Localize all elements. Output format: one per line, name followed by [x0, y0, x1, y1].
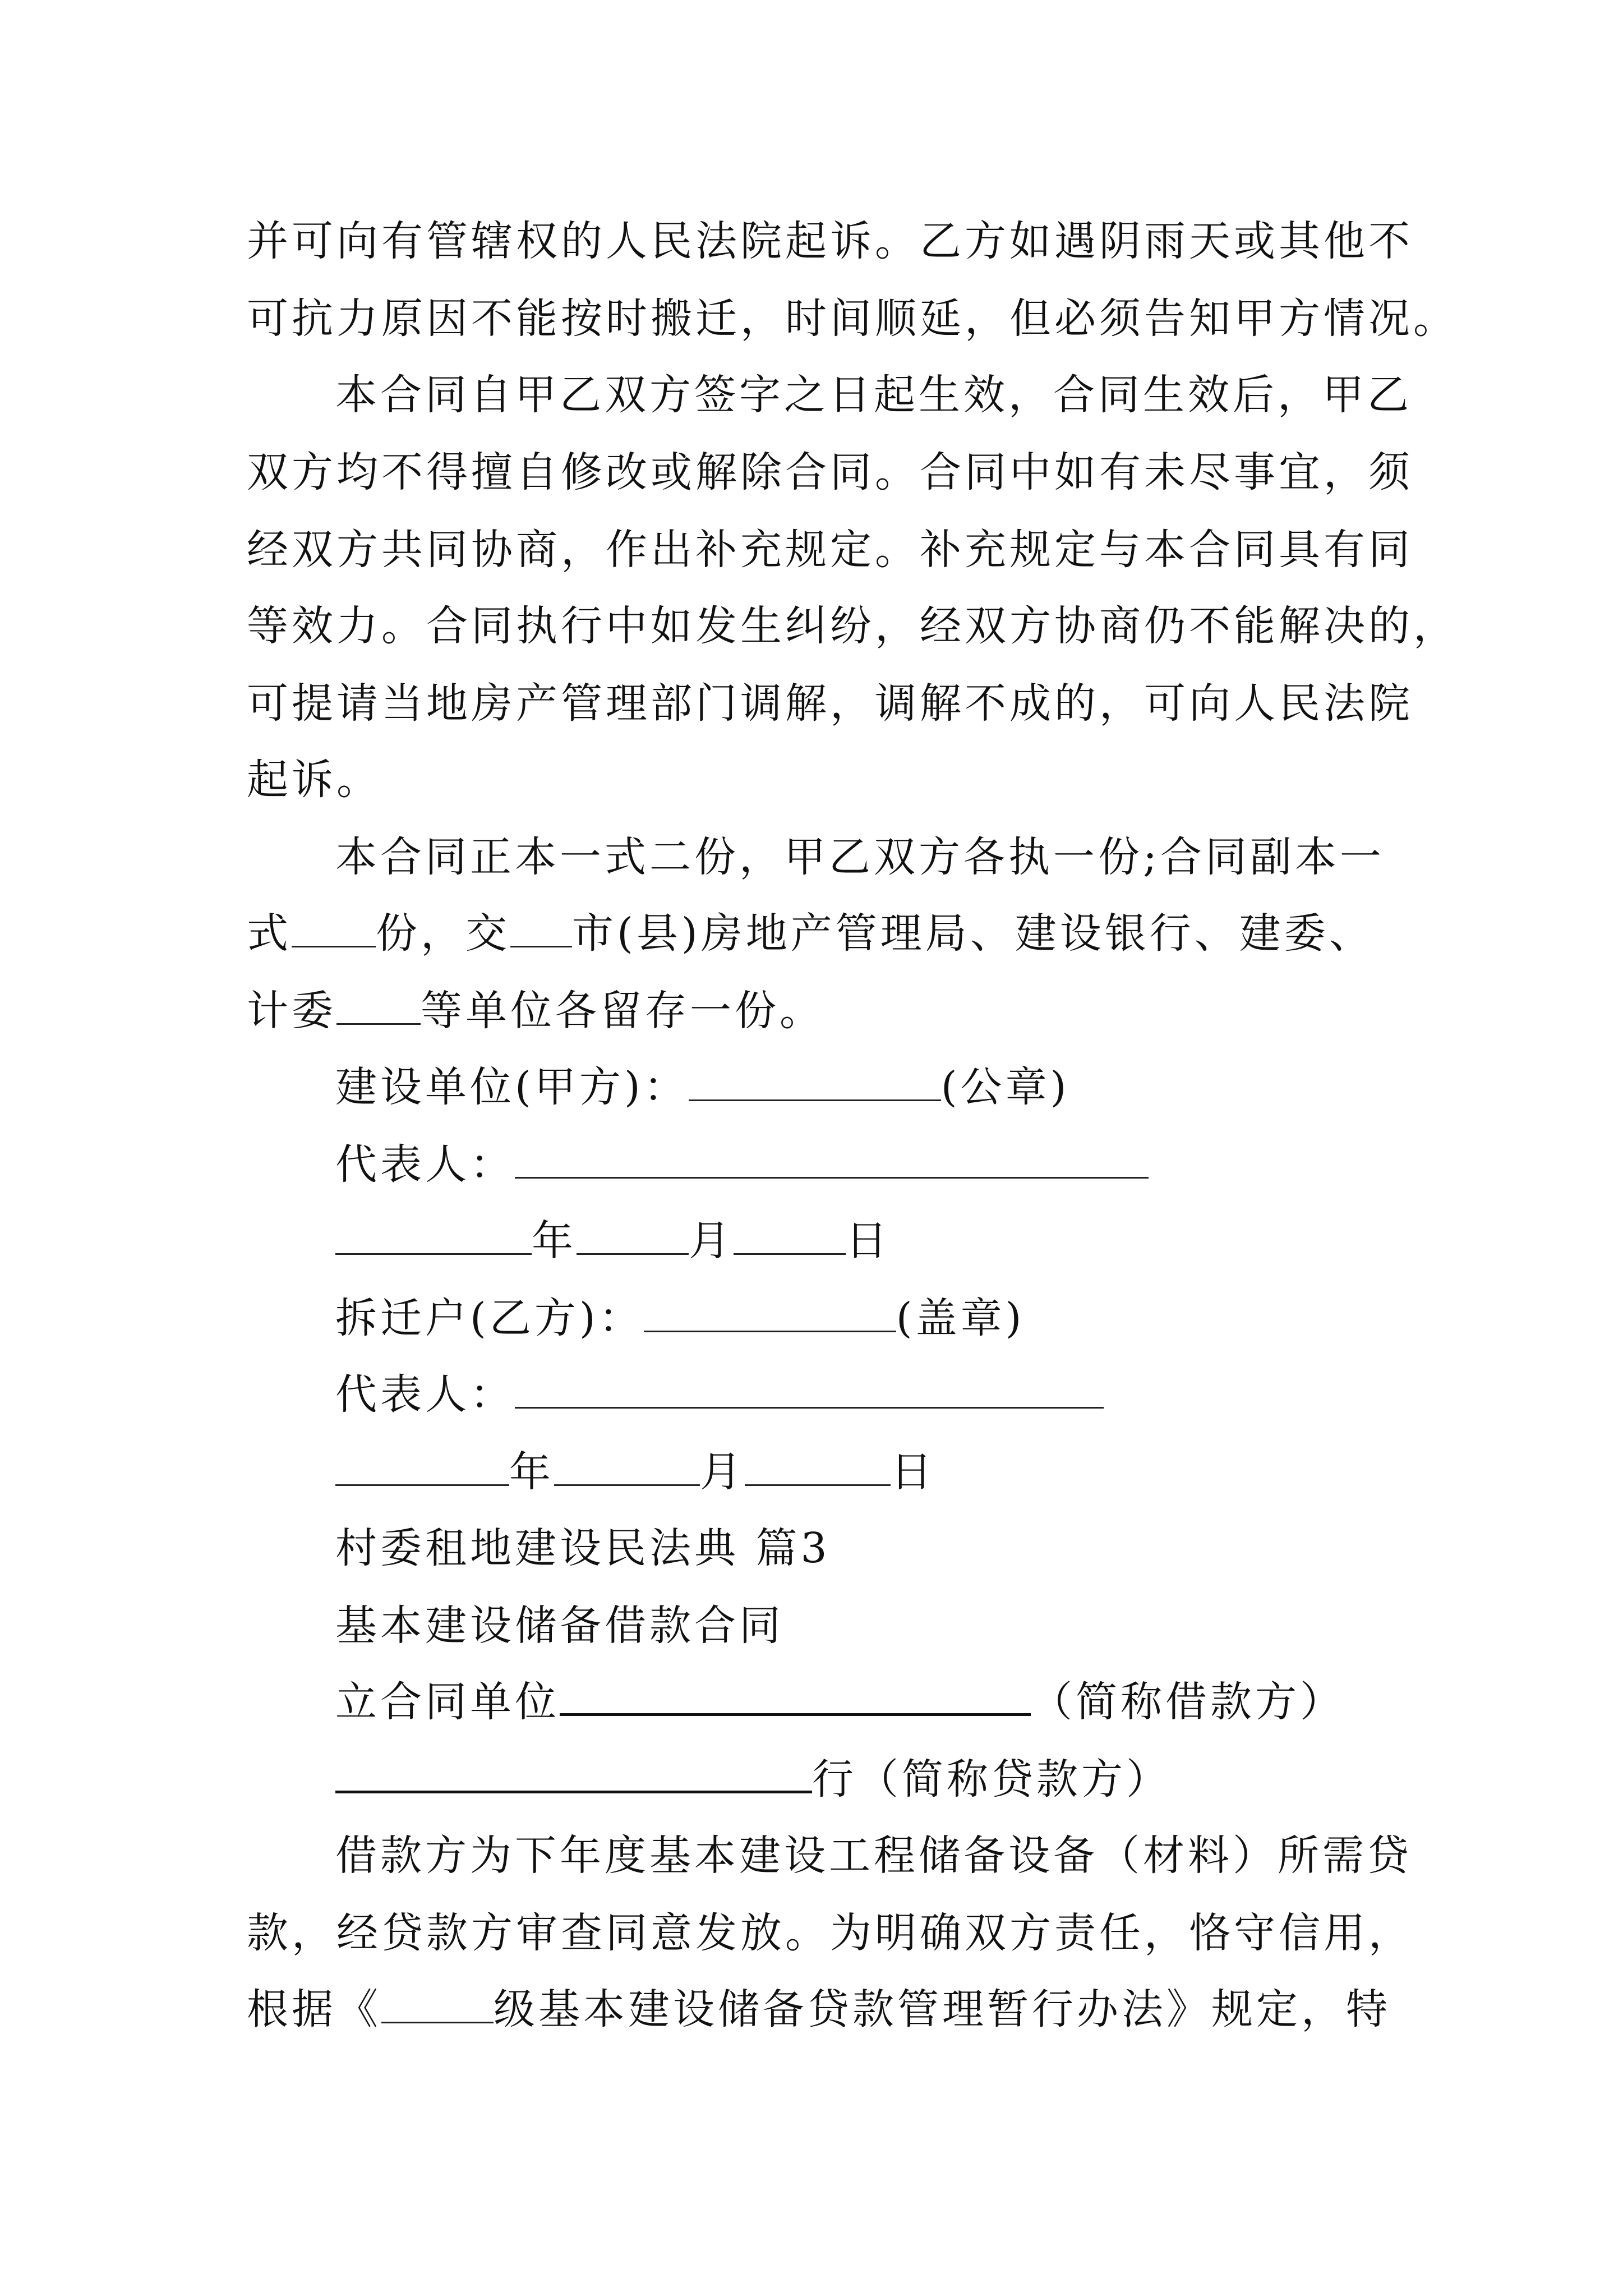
paragraph-2-line-3: 经双方共同协商，作出补充规定。补充规定与本合同具有同	[247, 526, 1413, 574]
paragraph-2-line-2: 双方均不得擅自修改或解除合同。合同中如有未尽事宜，须	[247, 448, 1413, 496]
paragraph-4-line-1: 借款方为下年度基本建设工程储备设备（材料）所需贷	[335, 1832, 1412, 1880]
paragraph-3-line-3-start: 计委	[247, 987, 336, 1035]
party-a-year-blank	[335, 1216, 532, 1255]
paragraph-4-line-3-start: 根据《	[247, 1985, 381, 2033]
planning-blank	[336, 986, 421, 1025]
city-blank	[510, 909, 572, 947]
borrower-blank	[560, 1676, 1031, 1716]
paragraph-3-line-2-mid: 份，交	[376, 909, 510, 958]
party-a-unit-label: 建设单位(甲方)：	[335, 1063, 689, 1111]
party-b-year-blank	[335, 1447, 509, 1486]
party-b-rep-blank	[515, 1370, 1104, 1409]
party-a-representative	[335, 1137, 1149, 1193]
party-a-month: 月	[689, 1217, 734, 1265]
contracting-unit-label: 立合同单位	[335, 1678, 560, 1726]
party-a-day-blank	[734, 1216, 846, 1255]
level-blank	[381, 1985, 494, 2023]
party-b-day-blank	[745, 1447, 891, 1486]
party-b-unit-label: 拆迁户(乙方)：	[335, 1294, 644, 1342]
lender-line	[335, 1751, 1171, 1807]
party-b-rep-label: 代表人：	[335, 1370, 515, 1419]
paragraph-1-line-2: 可抗力原因不能按时搬迁，时间顺延，但必须告知甲方情况。	[247, 295, 1458, 343]
party-a-date	[335, 1213, 891, 1269]
party-b-date	[335, 1444, 935, 1500]
party-a-rep-label: 代表人：	[335, 1140, 515, 1189]
paragraph-4-line-3-end: 级基本建设储备贷款管理暂行办法》规定，特	[494, 1985, 1391, 2033]
party-b-year: 年	[509, 1448, 554, 1496]
party-a-seal: (公章)	[940, 1063, 1070, 1111]
borrower-note: （简称借款方）	[1031, 1678, 1345, 1726]
party-a-rep-blank	[515, 1140, 1149, 1179]
paragraph-3-line-2-start: 式	[247, 909, 292, 958]
lender-blank	[335, 1754, 812, 1793]
section-title: 村委租地建设民法典 篇3	[335, 1524, 831, 1572]
party-b-day: 日	[891, 1448, 935, 1496]
paragraph-3-line-1: 本合同正本一式二份，甲乙双方各执一份;合同副本一	[335, 833, 1385, 881]
lender-note: 行（简称贷款方）	[812, 1755, 1171, 1803]
paragraph-2-line-4: 等效力。合同执行中如发生纠纷，经双方协商仍不能解决的，	[247, 602, 1458, 650]
contracting-unit	[335, 1674, 1345, 1730]
party-b-month-blank	[554, 1447, 700, 1486]
party-a-unit	[335, 1059, 1070, 1115]
party-a-unit-blank	[689, 1062, 941, 1101]
contract-title: 基本建设储备借款合同	[335, 1602, 784, 1650]
party-b-seal: (盖章)	[896, 1294, 1025, 1342]
copies-blank	[292, 909, 376, 947]
paragraph-2-line-5: 可提请当地房产管理部门调解，调解不成的，可向人民法院	[247, 679, 1413, 728]
paragraph-3-line-2	[247, 905, 1374, 961]
paragraph-1-line-1: 并可向有管辖权的人民法院起诉。乙方如遇阴雨天或其他不	[247, 217, 1413, 265]
paragraph-4-line-2: 款，经贷款方审查同意发放。为明确双方责任，恪守信用，	[247, 1909, 1413, 1957]
party-b-month: 月	[700, 1448, 745, 1496]
party-a-year: 年	[532, 1217, 577, 1265]
paragraph-3-line-2-end: 市(县)房地产管理局、建设银行、建委、	[572, 909, 1374, 958]
paragraph-3-line-3-end: 等单位各留存一份。	[421, 987, 824, 1035]
paragraph-2-line-6: 起诉。	[247, 756, 381, 804]
party-a-month-blank	[577, 1216, 689, 1255]
party-b-representative	[335, 1366, 1104, 1423]
paragraph-3-line-3	[247, 983, 824, 1039]
party-b-unit-blank	[644, 1294, 896, 1332]
party-a-day: 日	[846, 1217, 891, 1265]
paragraph-4-line-3	[247, 1981, 1391, 2037]
paragraph-2-line-1: 本合同自甲乙双方签字之日起生效，合同生效后，甲乙	[335, 371, 1412, 419]
party-b-unit	[335, 1290, 1025, 1346]
